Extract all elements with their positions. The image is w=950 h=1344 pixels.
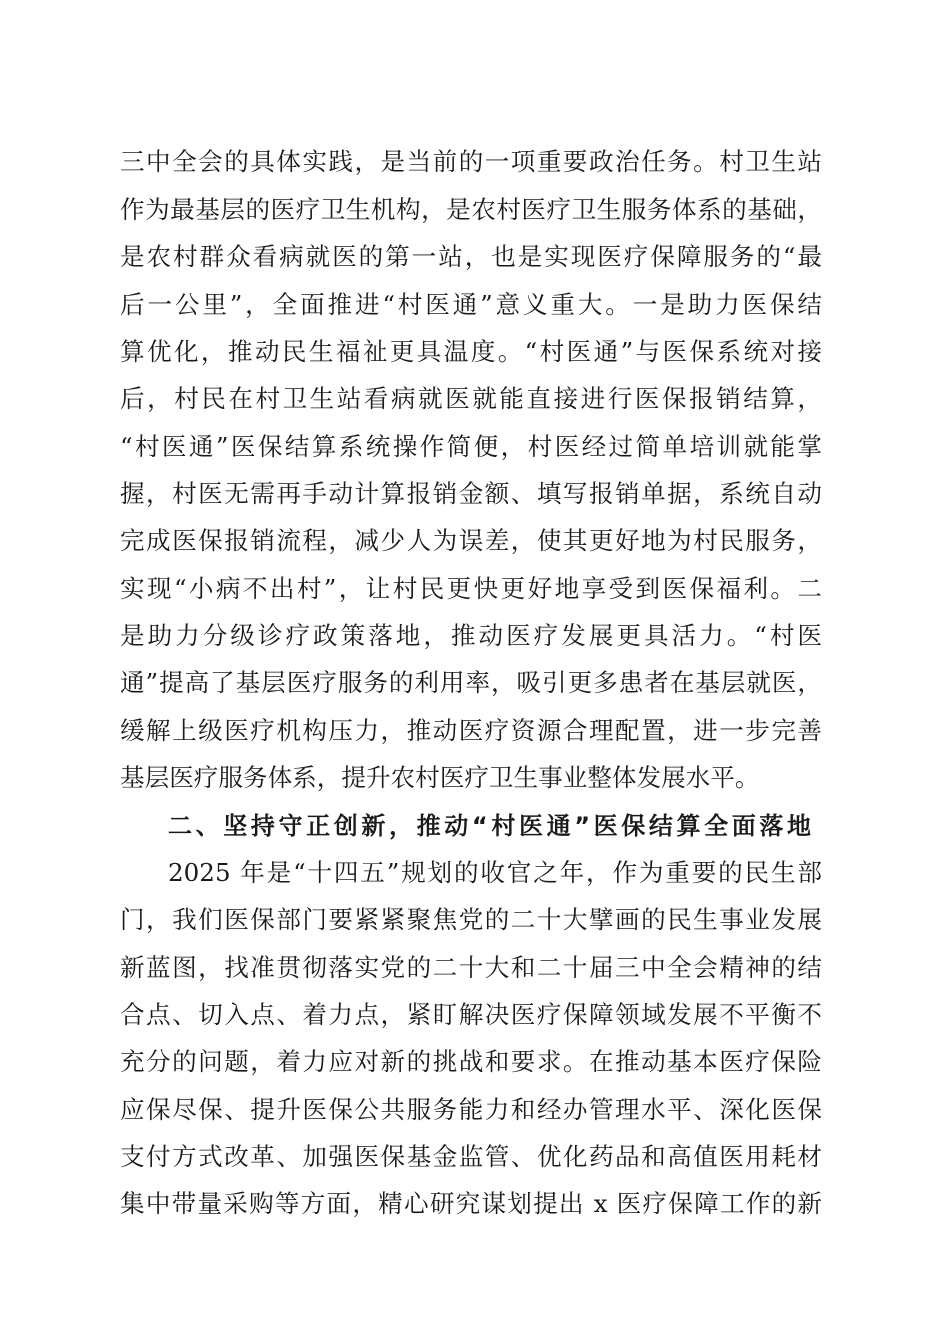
text-line: 支付方式改革、加强医保基金监管、优化药品和高值医用耗材 xyxy=(120,1142,822,1171)
text-line: 新蓝图，找准贯彻落实党的二十大和二十届三中全会精神的结 xyxy=(120,953,822,982)
text-line: “村医通”医保结算系统操作简便，村医经过简单培训就能掌 xyxy=(120,432,822,461)
text-line: 门，我们医保部门要紧紧聚焦党的二十大擘画的民生事业发展 xyxy=(120,905,822,934)
text-line: 缓解上级医疗机构压力，推动医疗资源合理配置，进一步完善 xyxy=(120,716,822,745)
text-line: 后一公里”，全面推进“村医通”意义重大。一是助力医保结 xyxy=(120,290,822,319)
text-line: 通”提高了基层医疗服务的利用率，吸引更多患者在基层就医， xyxy=(120,668,822,697)
text-line: 集中带量采购等方面，精心研究谋划提出 x 医疗保障工作的新 xyxy=(120,1189,822,1218)
text-line: 实现“小病不出村”，让村民更快更好地享受到医保福利。二 xyxy=(120,574,822,603)
text-line: 是助力分级诊疗政策落地，推动医疗发展更具活力。“村医 xyxy=(120,621,822,650)
text-line: 后，村民在村卫生站看病就医就能直接进行医保报销结算， xyxy=(120,384,822,413)
text-line: 三中全会的具体实践，是当前的一项重要政治任务。村卫生站 xyxy=(120,147,822,176)
text-line: 握，村医无需再手动计算报销金额、填写报销单据，系统自动 xyxy=(120,479,822,508)
section-heading: 二、坚持守正创新，推动“村医通”医保结算全面落地 xyxy=(168,812,811,840)
text-line: 合点、切入点、着力点，紧盯解决医疗保障领域发展不平衡不 xyxy=(120,1000,822,1029)
text-line: 完成医保报销流程，减少人为误差，使其更好地为村民服务， xyxy=(120,526,822,555)
text-line: 2025 年是“十四五”规划的收官之年，作为重要的民生部 xyxy=(168,858,822,887)
text-line: 基层医疗服务体系，提升农村医疗卫生事业整体发展水平。 xyxy=(120,763,760,792)
text-line: 是农村群众看病就医的第一站，也是实现医疗保障服务的“最 xyxy=(120,242,822,271)
text-line: 算优化，推动民生福祉更具温度。“村医通”与医保系统对接 xyxy=(120,337,822,366)
text-line: 充分的问题，着力应对新的挑战和要求。在推动基本医疗保险 xyxy=(120,1047,822,1076)
text-line: 作为最基层的医疗卫生机构，是农村医疗卫生服务体系的基础， xyxy=(120,195,822,224)
text-line: 应保尽保、提升医保公共服务能力和经办管理水平、深化医保 xyxy=(120,1095,822,1124)
